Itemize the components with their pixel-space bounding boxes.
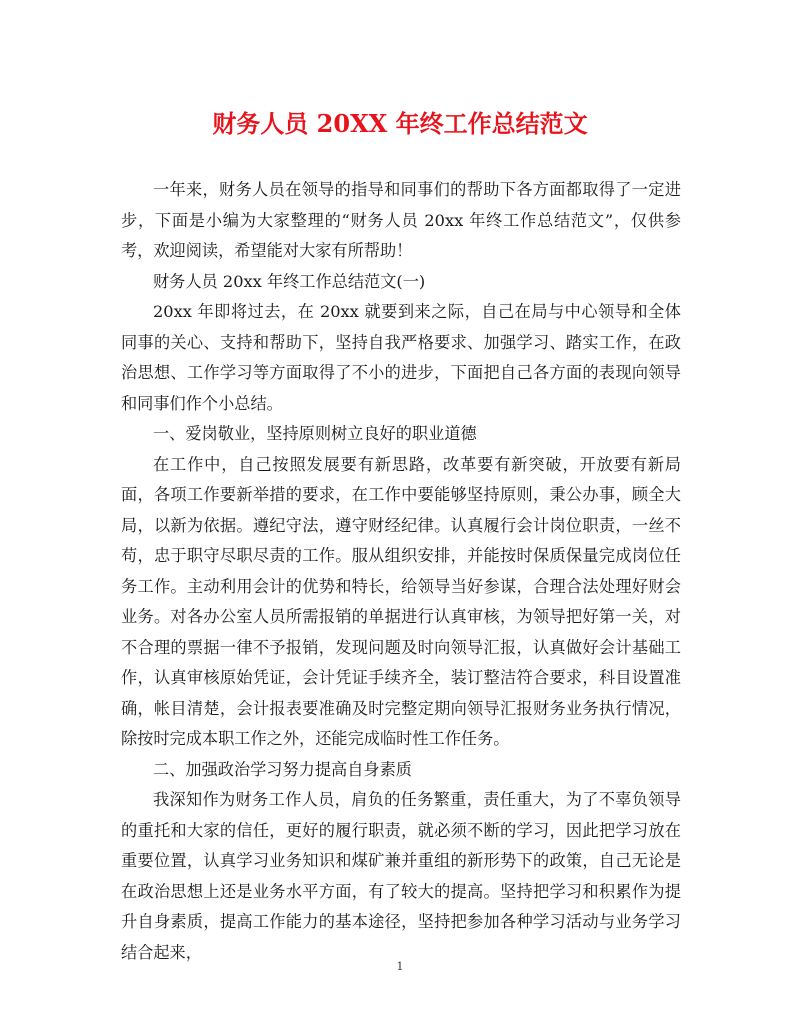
page-number: 1 [396,960,404,973]
subtitle-paragraph: 财务人员 20xx 年终工作总结范文(一) [153,271,426,291]
body-paragraph: 我深知作为财务工作人员，肩负的任务繁重，责任重大，为了不辜负领导的重托和大家的信任，更好的履行职责，就必须不断的学习，因此把学习放在重要位置，认真学习业务知识和煤矿兼并重组的新形势下的政策，自己无论是在政治思想上还是业务水平方面，有了较大的提高。坚持把学习和积累作为提升自身素质，提高工作能力的基本途径，坚持把参加各种学习活动与业务学习结合起来， [121,790,681,962]
document-title: 财务人员 20XX 年终工作总结范文 [212,109,588,138]
section-heading: 二、加强政治学习努力提高自身素质 [153,759,412,779]
intro-paragraph: 一年来，财务人员在领导的指导和同事们的帮助下各方面都取得了一定进步，下面是小编为大家整理的“财务人员 20xx 年终工作总结范文”，仅供参考，欢迎阅读，希望能对大家有所帮助！ [121,180,681,260]
body-paragraph: 20xx 年即将过去，在 20xx 就要到来之际，自己在局与中心领导和全体同事的关心、支持和帮助下，坚持自我严格要求、加强学习、踏实工作，在政治思想、工作学习等方面取得了不小的进步，下面把自己各方面的表现向领导和同事们作个小总结。 [121,302,681,413]
body-paragraph: 在工作中，自己按照发展要有新思路，改革要有新突破，开放要有新局面，各项工作要新举措的要求，在工作中要能够坚持原则，秉公办事，顾全大局，以新为依据。遵纪守法，遵守财经纪律。认真履行会计岗位职责，一丝不苟，忠于职守尽职尽责的工作。服从组织安排，并能按时保质保量完成岗位任务工作。主动利用会计的优势和特长，给领导当好参谋，合理合法处理好财会业务。对各办公室人员所需报销的单据进行认真审核，为领导把好第一关，对不合理的票据一律不予报销，发现问题及时向领导汇报，认真做好会计基础工作，认真审核原始凭证，会计凭证手续齐全，装订整洁符合要求，科目设置准确，帐目清楚，会计报表要准确及时完整定期向领导汇报财务业务执行情况，除按时完成本职工作之外，还能完成临时性工作任务。 [121,454,681,748]
document-body [121,175,681,968]
section-heading: 一、爱岗敬业，坚持原则树立良好的职业道德 [153,424,477,443]
